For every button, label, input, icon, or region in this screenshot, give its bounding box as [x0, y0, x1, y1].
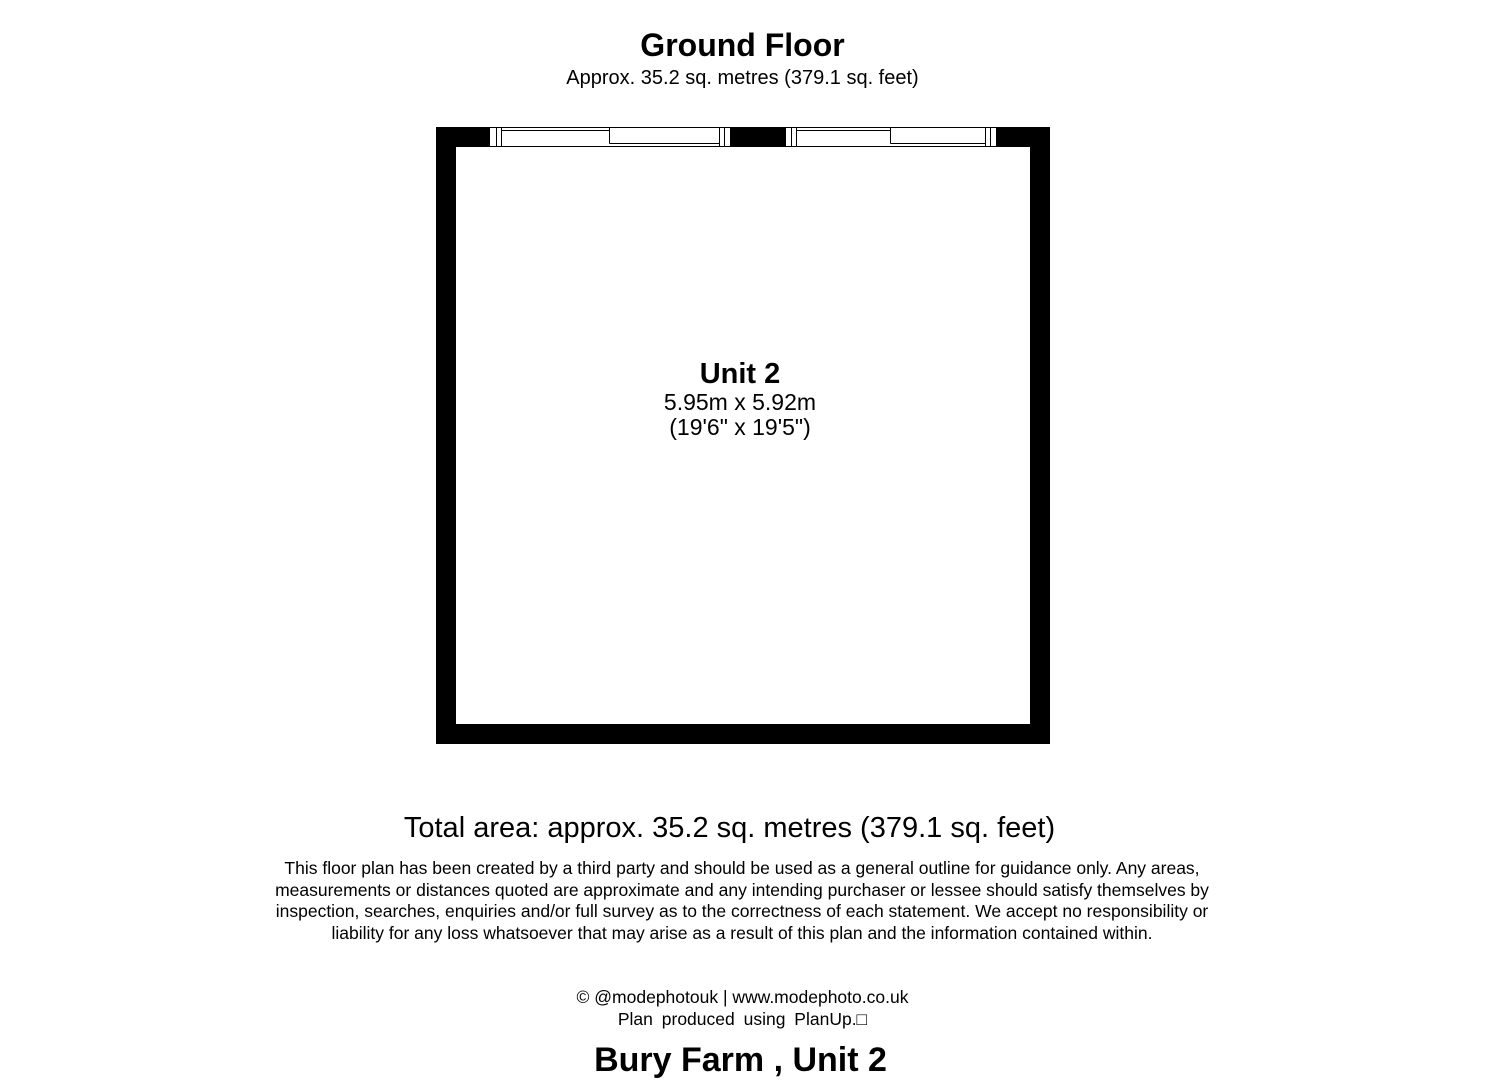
produced-by-note: Plan produced using PlanUp.□ — [617, 1009, 868, 1029]
wall-left — [436, 127, 456, 744]
wall-bottom — [436, 724, 1050, 744]
room-dimensions-imperial: (19'6" x 19'5") — [669, 414, 811, 440]
floor-area-subtitle: Approx. 35.2 sq. metres (379.1 sq. feet) — [566, 67, 919, 89]
room-label — [540, 358, 940, 440]
room-dimensions-metric: 5.95m x 5.92m — [663, 389, 817, 415]
disclaimer-text: This floor plan has been created by a third party and should be used as a general outline for guidance only. Any areas, measurements or distances quoted are approximate and any intending purchaser or lessee should satisfy themselves by inspection, searches, enquiries and/or full survey as to the correctness of each statement. We accept no responsibility or liability for any loss whatsoever that may arise as a result of this plan and the information contained within. — [275, 858, 1209, 943]
wall-right — [1030, 127, 1050, 744]
property-title: Bury Farm , Unit 2 — [594, 1041, 887, 1079]
photographer-credit: © @modephotouk | www.modephoto.co.uk — [576, 987, 909, 1007]
floor-title: Ground Floor — [640, 27, 845, 63]
room-name: Unit 2 — [699, 358, 781, 390]
window-left — [490, 128, 731, 147]
wall-top-middle — [731, 127, 785, 147]
wall-top-right — [997, 127, 1050, 147]
total-area: Total area: approx. 35.2 sq. metres (379.1 sq. feet) — [403, 812, 1056, 844]
window-right — [786, 128, 997, 147]
wall-top-left — [436, 127, 489, 147]
